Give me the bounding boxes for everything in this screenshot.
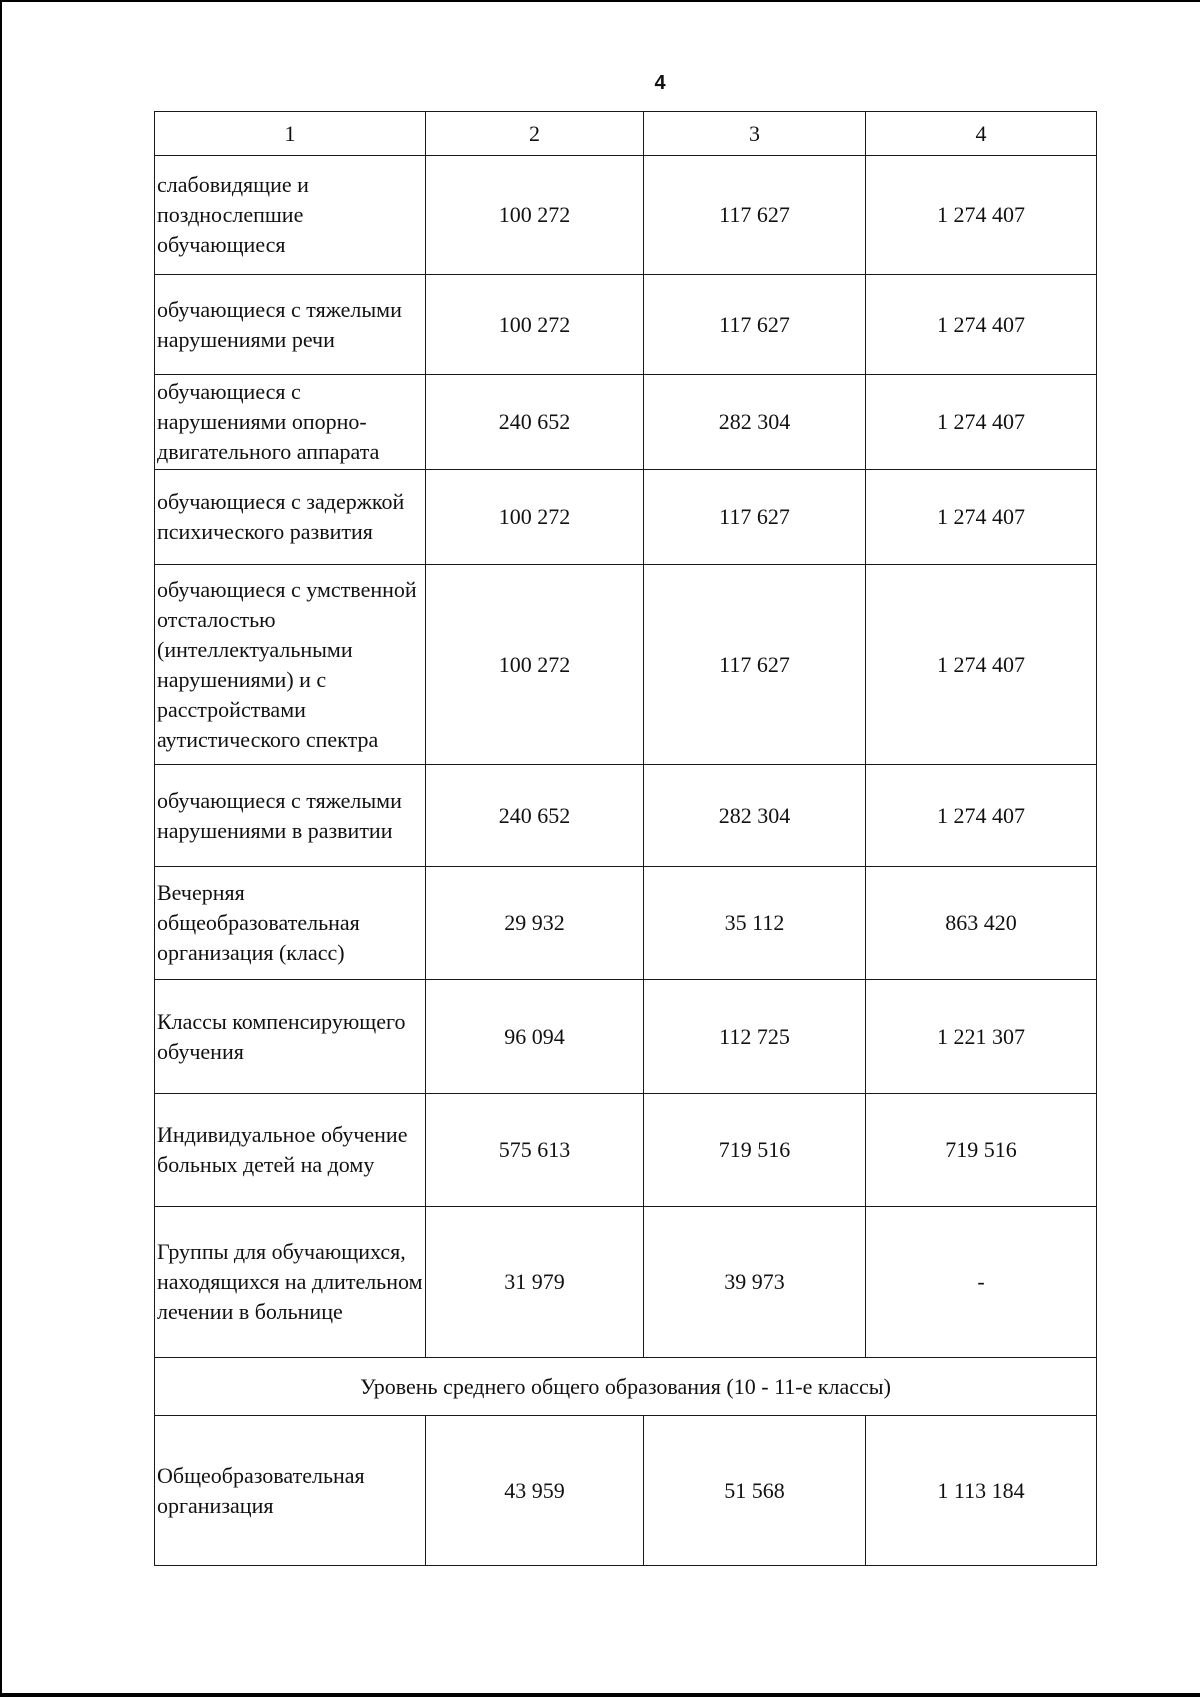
table-row	[155, 1207, 1097, 1358]
cell-value: 1 274 407	[866, 275, 1097, 375]
column-header: 2	[426, 112, 644, 156]
cell-value: 1 113 184	[866, 1416, 1097, 1566]
table-row	[155, 470, 1097, 565]
cell-value: 100 272	[426, 275, 644, 375]
table-row	[155, 980, 1097, 1094]
cell-value: 117 627	[644, 470, 866, 565]
row-label: обучающиеся с умственной отсталостью (интеллектуальными нарушениями) и с расстройствами аутистического спектра	[155, 565, 426, 765]
scan-edge-top	[0, 0, 1200, 2]
cell-value: 719 516	[866, 1094, 1097, 1207]
page-number: 4	[654, 72, 666, 94]
cell-value: 100 272	[426, 565, 644, 765]
cell-value: 117 627	[644, 565, 866, 765]
table-row	[155, 565, 1097, 765]
cell-value: 1 274 407	[866, 565, 1097, 765]
section-heading: Уровень среднего общего образования (10 - 11-е классы)	[155, 1358, 1097, 1416]
cell-value: -	[866, 1207, 1097, 1358]
cell-value: 282 304	[644, 375, 866, 470]
table-row	[155, 156, 1097, 275]
cell-value: 1 274 407	[866, 375, 1097, 470]
cell-value: 863 420	[866, 867, 1097, 980]
cell-value: 240 652	[426, 765, 644, 867]
cell-value: 51 568	[644, 1416, 866, 1566]
cell-value: 96 094	[426, 980, 644, 1094]
cell-value: 39 973	[644, 1207, 866, 1358]
row-label: Классы компенсирующего обучения	[155, 980, 426, 1094]
row-label: обучающиеся с тяжелыми нарушениями в развитии	[155, 765, 426, 867]
row-label: слабовидящие и позднослепшие обучающиеся	[155, 156, 426, 275]
table-row	[155, 275, 1097, 375]
cell-value: 112 725	[644, 980, 866, 1094]
cell-value: 1 221 307	[866, 980, 1097, 1094]
table-row	[155, 375, 1097, 470]
cell-value: 117 627	[644, 275, 866, 375]
cell-value: 1 274 407	[866, 156, 1097, 275]
cell-value: 240 652	[426, 375, 644, 470]
cell-value: 43 959	[426, 1416, 644, 1566]
cell-value: 575 613	[426, 1094, 644, 1207]
row-label: обучающиеся с тяжелыми нарушениями речи	[155, 275, 426, 375]
row-label: обучающиеся с задержкой психического развития	[155, 470, 426, 565]
cell-value: 719 516	[644, 1094, 866, 1207]
table-header-row	[155, 112, 1097, 156]
row-label: Индивидуальное обучение больных детей на дому	[155, 1094, 426, 1207]
row-label: обучающиеся с нарушениями опорно-двигательного аппарата	[155, 375, 426, 470]
scan-edge-left	[0, 0, 2, 1697]
column-header: 4	[866, 112, 1097, 156]
funding-table	[154, 111, 1097, 1566]
cell-value: 35 112	[644, 867, 866, 980]
column-header: 3	[644, 112, 866, 156]
table-row	[155, 765, 1097, 867]
cell-value: 100 272	[426, 470, 644, 565]
cell-value: 117 627	[644, 156, 866, 275]
table-row	[155, 1094, 1097, 1207]
column-header: 1	[155, 112, 426, 156]
cell-value: 1 274 407	[866, 765, 1097, 867]
scan-edge-bottom	[0, 1693, 1200, 1697]
cell-value: 282 304	[644, 765, 866, 867]
table-row	[155, 1416, 1097, 1566]
cell-value: 1 274 407	[866, 470, 1097, 565]
section-heading-row	[155, 1358, 1097, 1416]
cell-value: 29 932	[426, 867, 644, 980]
cell-value: 31 979	[426, 1207, 644, 1358]
row-label: Общеобразовательная организация	[155, 1416, 426, 1566]
row-label: Группы для обучающихся, находящихся на длительном лечении в больнице	[155, 1207, 426, 1358]
row-label: Вечерняя общеобразовательная организация (класс)	[155, 867, 426, 980]
table-row	[155, 867, 1097, 980]
cell-value: 100 272	[426, 156, 644, 275]
